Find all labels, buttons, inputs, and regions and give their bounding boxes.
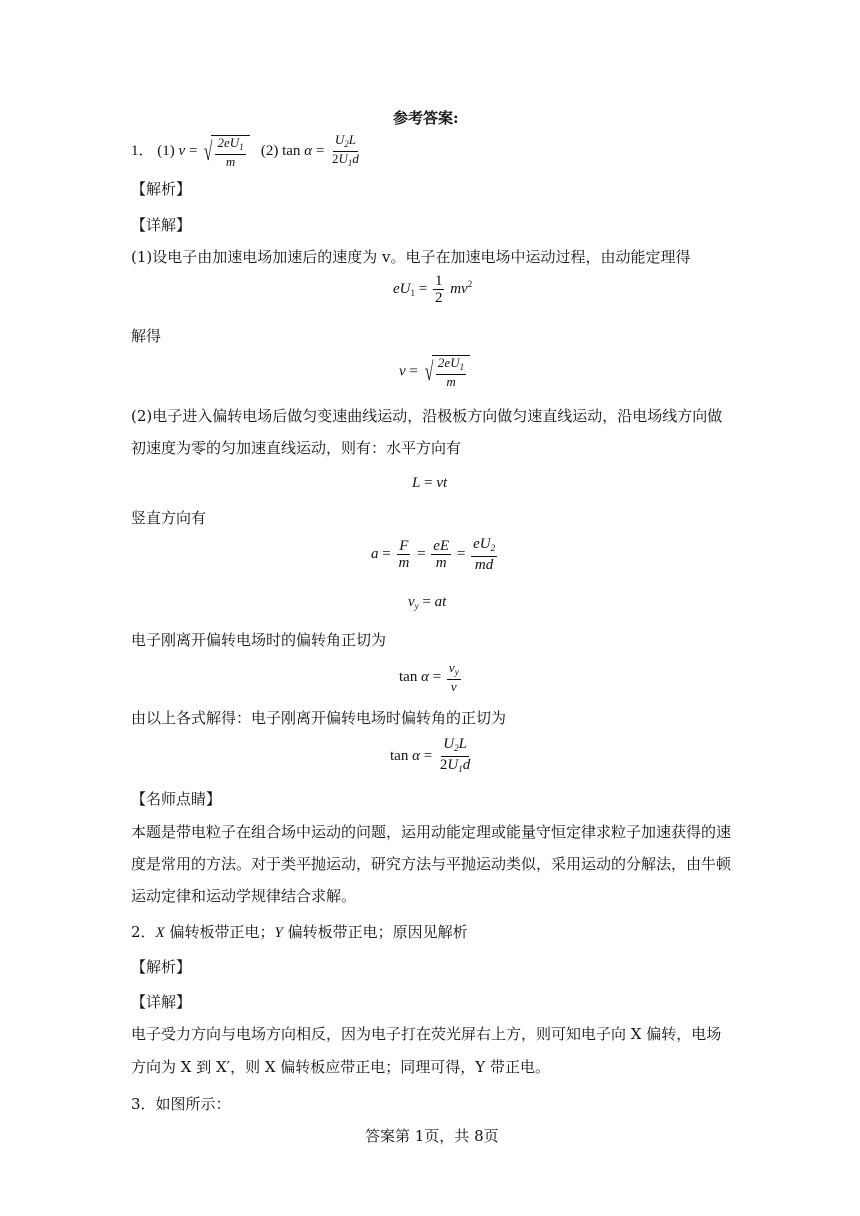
mingshi-line-1: 本题是带电粒子在组合场中运动的问题，运用动能定理或能量守恒定律求粒子加速获得的速	[131, 823, 732, 841]
equation-acceleration: a = $\frac{F}{m}$ = $\frac{eE}{m}$ = $\frac{eU_2}{md}$	[371, 536, 496, 573]
q2-answer-line: 2．X 偏转板带正电；Y 偏转板带正电；原因见解析	[131, 923, 468, 941]
q1-number: 1．	[131, 142, 154, 159]
jiede-label: 解得	[131, 327, 162, 345]
paragraph-3: 电子刚离开偏转电场时的偏转角正切为	[131, 631, 387, 649]
section-jiexi: 【解析】	[131, 180, 192, 198]
section-xiangjie: 【详解】	[131, 216, 192, 234]
section-mingshi: 【名师点睛】	[131, 790, 222, 808]
q1-part2-label: (2)	[260, 142, 279, 159]
equation-tan-result: tan α = $\frac{U_2L}{2U_1d}$	[390, 736, 471, 774]
mingshi-line-3: 运动定律和运动学规律结合求解。	[131, 887, 357, 905]
mingshi-line-2: 度是常用的方法。对于类平抛运动，研究方法与平抛运动类似，采用运动的分解法，由牛顿	[131, 855, 732, 873]
q1-part1-label: (1)	[157, 142, 175, 159]
q2-line-2: 方向为 X 到 X′，则 X 偏转板应带正电；同理可得，Y 带正电。	[131, 1058, 550, 1076]
page-footer: 答案第 1页，共 8页	[365, 1127, 499, 1145]
sqrt-formula: √ $\frac{2eU_1}{m}$	[201, 135, 249, 169]
equation-velocity: v = √ $\frac{2eU_1}{m}$	[399, 355, 470, 389]
paragraph-4: 由以上各式解得：电子刚离开偏转电场时偏转角的正切为	[131, 709, 507, 727]
q2-section-jiexi: 【解析】	[131, 958, 192, 976]
q2-line-1: 电子受力方向与电场方向相反，因为电子打在荧光屏右上方，则可知电子向 X 偏转，电场	[131, 1025, 722, 1043]
equation-tan-vy: tan α = $\frac{v_y}{v}$	[399, 660, 459, 694]
tan-fraction: $\frac{U_2L}{2U_1d}$	[332, 132, 359, 168]
equation-horizontal: L = vt	[412, 475, 448, 491]
paragraph-1: (1)设电子由加速电场加速后的速度为 v。电子在加速电场中运动过程，由动能定理得	[131, 248, 691, 266]
vertical-label: 竖直方向有	[131, 509, 207, 527]
q2-section-xiangjie: 【详解】	[131, 993, 192, 1011]
page-title: 参考答案:	[393, 109, 459, 127]
paragraph-2-line-1: (2)电子进入偏转电场后做匀变速曲线运动，沿极板方向做匀速直线运动，沿电场线方向做	[131, 407, 723, 425]
equation-vy: $v_y$ = at	[408, 594, 447, 611]
q3-line: 3．如图所示：	[131, 1095, 231, 1113]
q1-answer-line: 1． (1) v = √ $\frac{2eU_1}{m}$ (2) tan α = $\frac{U_2L}{2U_1d}$	[131, 132, 359, 169]
equation-energy: $eU_1$ = $\frac{1}{2}$ $mv^2$	[393, 273, 473, 306]
paragraph-2-line-2: 初速度为零的匀加速直线运动，则有：水平方向有	[131, 439, 462, 457]
